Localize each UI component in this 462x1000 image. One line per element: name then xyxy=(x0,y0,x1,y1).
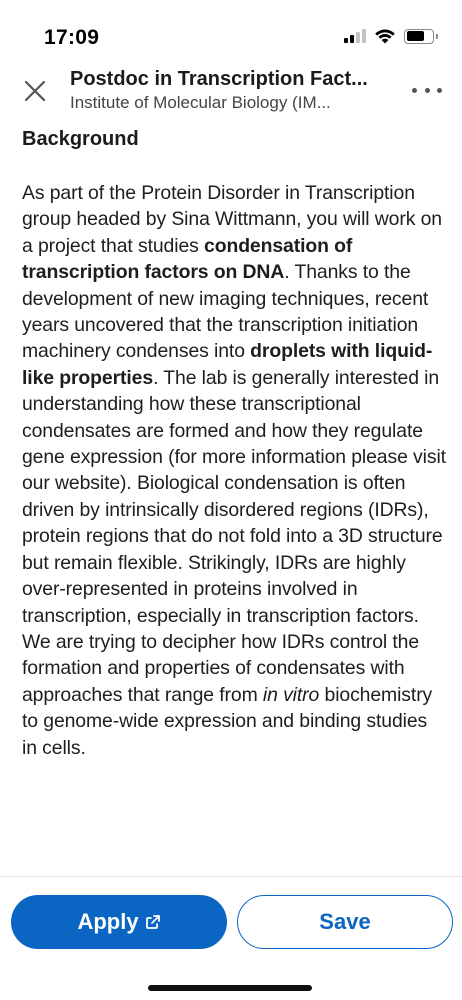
battery-icon xyxy=(404,29,434,44)
header-titles xyxy=(70,66,400,114)
apply-label: Apply xyxy=(77,909,139,934)
external-link-icon xyxy=(145,914,161,930)
job-header xyxy=(0,60,462,122)
close-button[interactable] xyxy=(18,74,52,108)
wifi-icon xyxy=(374,28,396,44)
status-time: 17:09 xyxy=(44,26,100,49)
status-bar xyxy=(0,0,462,60)
job-title: Postdoc in Transcription Fact... xyxy=(70,68,368,90)
status-icons xyxy=(344,28,434,44)
apply-button[interactable] xyxy=(11,895,227,949)
italic-text: in vitro xyxy=(262,683,320,706)
job-description xyxy=(22,122,446,761)
save-button[interactable]: Save xyxy=(237,895,453,949)
bottom-action-bar xyxy=(0,876,462,1000)
section-heading: Background xyxy=(22,128,139,150)
more-options-button[interactable] xyxy=(412,80,442,100)
highlight-text: condensation of transcription factors on DNA xyxy=(22,234,353,284)
cellular-signal-icon xyxy=(344,29,366,43)
highlight-text: droplets with liquid-like properties xyxy=(22,340,433,389)
close-icon xyxy=(23,79,47,103)
home-indicator[interactable] xyxy=(148,985,312,991)
company-name: Institute of Molecular Biology (IM... xyxy=(70,93,331,112)
more-dots-icon xyxy=(412,88,417,93)
description-paragraph: As part of the Protein Disorder in Transcription group headed by Sina Wittmann, you will work on a project that studies condensation of transcription factors on DNA. Thanks to the development of new imaging techniques, recent years uncovered that the transcription initiation machinery condenses into droplets with liquid-like properties. The lab is generally interested in understanding how these transcriptional condensates are formed and how they regulate gene expression (for more information please visit our website). Biological condensation is often driven by intrinsically disordered regions (IDRs), protein regions that do not fold into a 3D structure but remain flexible. Strikingly, IDRs are highly over-represented in proteins involved in transcription, especially in transcription factors. We are trying to decipher how IDRs control the formation and properties of condensates with approaches that range from in vitro biochemistry to genome-wide expression and binding studies in cells. xyxy=(22,182,446,759)
